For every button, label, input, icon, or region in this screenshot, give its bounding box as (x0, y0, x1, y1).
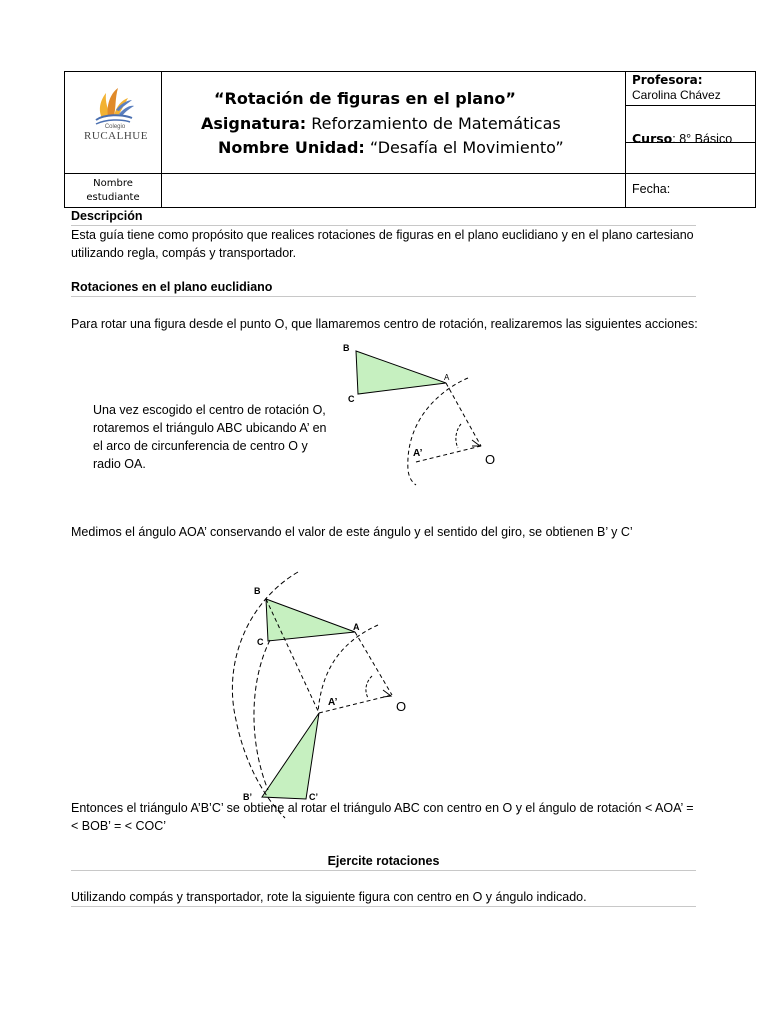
arc-a (318, 625, 378, 712)
conclusion-line-1: Entonces el triángulo A’B’C’ se obtiene al rotar el triángulo ABC con centro en O y el ángulo de rotación < AOA’ = (71, 801, 694, 815)
step2-text: Medimos el ángulo AOA’ conservando el valor de este ángulo y el sentido del giro, se obtienen B’ y C’ (71, 525, 633, 539)
rotation-diagram-step1 (330, 335, 510, 490)
intro-text: Para rotar una figura desde el punto O, que llamaremos centro de rotación, realizaremos las siguientes acciones: (71, 317, 698, 331)
student-label-line2: estudiante (86, 192, 140, 203)
label-a: A (353, 622, 360, 632)
school-logo (72, 78, 154, 168)
arc-c (254, 640, 270, 790)
course-label: Curso (632, 131, 673, 146)
label-c: C (348, 394, 355, 404)
student-name-field[interactable] (162, 173, 624, 206)
section-heading-exercise: Ejercite rotaciones (327, 854, 440, 868)
label-c: C (257, 637, 264, 647)
segment-oa (355, 632, 392, 695)
teacher-label: Profesora: (632, 73, 703, 87)
label-o: O (396, 699, 407, 714)
triangle-abc (356, 351, 446, 394)
conclusion-line-2: < BOB’ = < COC’ (71, 819, 167, 833)
angle-arc (366, 676, 372, 698)
segment-oa (446, 383, 481, 446)
rotation-diagram-step2 (230, 565, 420, 825)
course-value: : 8° Básico (672, 132, 733, 146)
segment-oa-prime (416, 446, 481, 462)
exercise-instruction: Utilizando compás y transportador, rote la siguiente figura con centro en O y ángulo indicado. (71, 890, 587, 904)
date-label: Fecha: (632, 182, 671, 196)
document-title: “Rotación de figuras en el plano” (214, 89, 516, 108)
subject-line (201, 114, 561, 133)
student-name-label (66, 177, 160, 205)
triangle-abc (266, 599, 355, 641)
section-heading-euclidean: Rotaciones en el plano euclidiano (71, 280, 273, 294)
description-line-2: utilizando regla, compás y transportador. (71, 246, 297, 260)
label-c-prime: C’ (309, 792, 318, 802)
step1-line-1: Una vez escogido el centro de rotación O, (93, 403, 326, 417)
angle-arc (456, 424, 461, 448)
course-field (632, 131, 732, 146)
description-heading: Descripción (71, 209, 143, 223)
logo-name: RUCALHUE (84, 130, 148, 142)
step1-line-3: el arco de circunferencia de centro O y (93, 439, 308, 453)
label-a-prime: A’ (413, 448, 423, 459)
arc-circle-o (408, 378, 468, 485)
label-b: B (254, 586, 261, 596)
unit-value: “Desafía el Movimiento” (369, 138, 564, 157)
label-a-prime: A’ (328, 697, 338, 708)
student-label-line1: Nombre (93, 178, 133, 189)
step1-line-2: rotaremos el triángulo ABC ubicando A’ en (93, 421, 327, 435)
unit-label: Nombre Unidad: (218, 138, 365, 157)
label-a: A (444, 373, 450, 382)
unit-line (218, 138, 564, 157)
description-line-1: Esta guía tiene como propósito que realices rotaciones de figuras en el plano euclidiano y en el plano cartesiano (71, 228, 694, 242)
label-b-prime: B’ (243, 792, 252, 802)
triangle-a-prime-b-prime-c-prime (262, 713, 319, 799)
subject-value: Reforzamiento de Matemáticas (311, 114, 561, 133)
teacher-name: Carolina Chávez (632, 88, 721, 102)
step1-line-4: radio OA. (93, 457, 146, 471)
arrow-icon (472, 440, 480, 446)
subject-label: Asignatura: (201, 114, 307, 133)
logo-small-text: Colegio (104, 124, 126, 130)
label-b: B (343, 343, 350, 353)
logo-flame-icon (96, 88, 134, 124)
label-o: O (485, 452, 496, 467)
